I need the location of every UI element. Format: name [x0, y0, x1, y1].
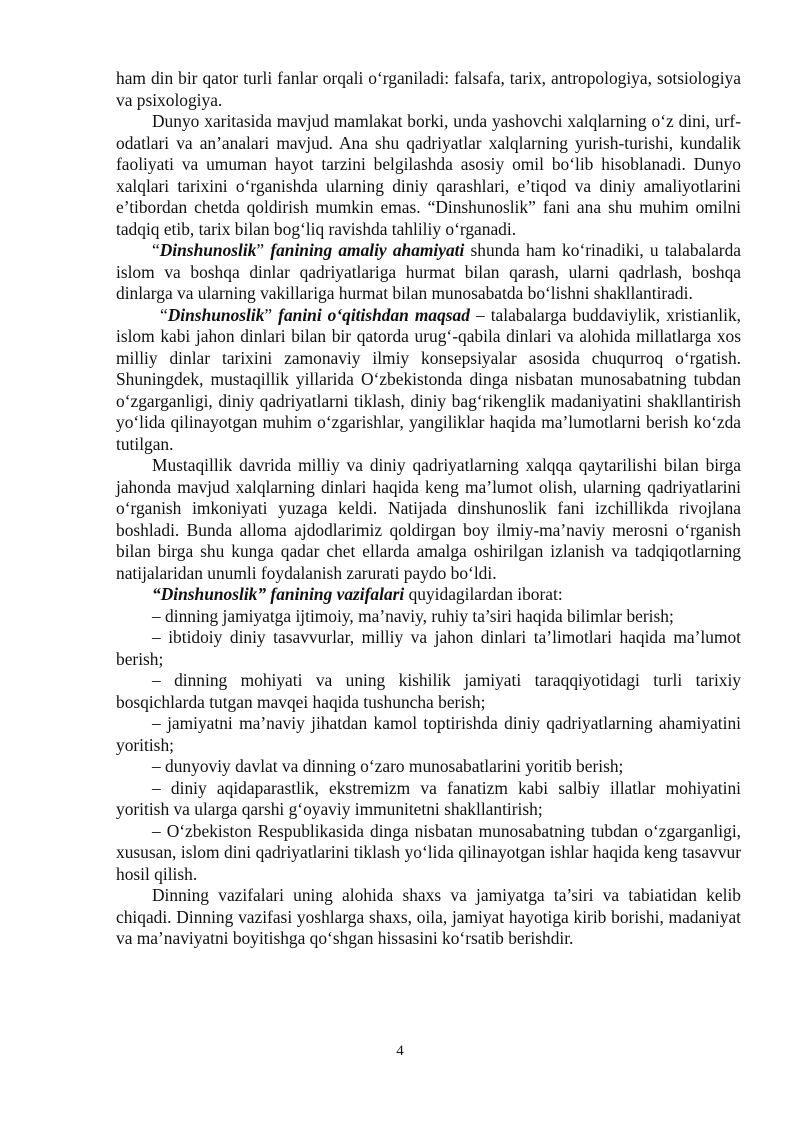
document-page [116, 68, 741, 950]
list-item: – O‘zbekiston Respublikasida dinga nisbatan munosabatning tubdan o‘zgarganligi, xususan, islom dini qadriyatlarini tiklash yo‘lida qilinayotgan ishlar haqida keng tasavvur hosil qilish. [116, 820, 741, 884]
paragraph-tasks-heading [116, 584, 741, 606]
bold-term: Dinshunoslik [159, 240, 257, 260]
close-quote: ” [256, 240, 271, 260]
paragraph-teaching-goal [116, 305, 741, 456]
paragraph-text: – talabalarga buddaviylik, xristianlik, islom kabi jahon dinlari bilan bir qatorda urug‘-qabila dinlari va alohida millatlarga xos milliy dinlar tarixini zamonaviy ilmiy konsepsiyalar asosida chuqurroq o‘rgatish. Shuningdek, mustaqillik yillarida O‘zbekistonda dinga nisbatan munosabatning tubdan o‘zgarganligi, diniy qadriyatlarni tiklash, diniy bag‘rikenglik madaniyatini shakllantirish yo‘lida qilinayotgan muhim o‘zgarishlar, yangiliklar haqida ma’lumotlarni berish ko‘zda tutilgan. [116, 304, 741, 454]
open-quote: “ [160, 304, 168, 325]
paragraph-independence-period: Mustaqillik davrida milliy va diniy qadriyatlarning xalqqa qaytarilishi bilan birga jahonda mavjud xalqlarning dinlari haqida keng ma’lumot olish, ularning qadriyatlarini o‘rganish imkoniyati yuzaga keldi. Natijada dinshunoslik fani izchillikda rivojlana boshladi. Bunda alloma ajdodlarimiz qoldirgan boy ilmiy-ma’naviy merosni o‘rganish bilan birga shu kunga qadar chet ellarda amalga oshirilgan izlanish va tadqiqotlarning natijalaridan unumli foydalanish zarurati paydo bo‘ldi. [116, 455, 741, 583]
paragraph-religion-functions: Dinning vazifalari uning alohida shaxs va jamiyatga ta’siri va tabiatidan kelib chiqadi. Dinning vazifasi yoshlarga shaxs, oila, jamiyat hayotiga kirib borishi, madaniyat va ma’naviyatni boyitishga qo‘shgan hissasini ko‘rsatib berishdir. [116, 885, 741, 948]
bold-heading: fanining amaliy ahamiyati [270, 240, 465, 260]
bold-heading: “Dinshunoslik” fanining vazifalari [152, 584, 405, 604]
list-item: – dinning jamiyatga ijtimoiy, ma’naviy, ruhiy ta’siri haqida bilimlar berish; [152, 605, 674, 626]
paragraph-intro-continuation: ham din bir qator turli fanlar orqali o‘rganiladi: falsafa, tarix, antropologiya, sotsiologiya va psixologiya. [116, 68, 741, 110]
list-item: – dunyoviy davlat va dinning o‘zaro munosabatlarini yoritib berish; [152, 756, 624, 776]
paragraph-text: quyidagilardan iborat: [404, 584, 563, 604]
bold-heading: fanini o‘qitishdan maqsad [278, 304, 470, 325]
page-number: 4 [396, 1043, 404, 1059]
list-item: – dinning mohiyati va uning kishilik jamiyati taraqqiyotidagi turli tarixiy bosqichlarda tutgan mavqei haqida tushuncha berish; [116, 670, 741, 712]
close-quote: ” [264, 304, 279, 325]
paragraph-world-religions: Dunyo xaritasida mavjud mamlakat borki, unda yashovchi xalqlarning o‘z dini, urf-odatlari va an’analari mavjud. Ana shu qadriyatlar xalqlarning yurish-turishi, kundalik faoliyati va umuman hayot tarzini belgilashda asosiy omil bo‘lib hisoblanadi. Dunyo xalqlari tarixini o‘rganishda ularning diniy qarashlari, e’tiqod va diniy amaliyotlarini e’tibordan chetda qoldirish mumkin emas. “Dinshunoslik” fani ana shu muhim omilni tadqiq etib, tarix bilan bog‘liq ravishda tahliliy o‘rganadi. [116, 111, 741, 239]
paragraph-text: shunda ham ko‘rinadiki, u talabalarda islom va boshqa dinlar qadriyatlariga hurmat bilan qarash, ularni qadrlash, boshqa dinlarga va ularning vakillariga hurmat bilan munosabatda bo‘lishni shakllantiradi. [116, 240, 741, 303]
bold-term: Dinshunoslik [167, 304, 265, 325]
list-item: – diniy aqidaparastlik, ekstremizm va fanatizm kabi salbiy illatlar mohiyatini yoritish va ularga qarshi g‘oyaviy immunitetni shakllantirish; [116, 777, 741, 819]
list-item: – ibtidoiy diniy tasavvurlar, milliy va jahon dinlari ta’limotlari haqida ma’lumot berish; [116, 627, 741, 669]
open-quote: “ [152, 240, 160, 260]
list-item: – jamiyatni ma’naviy jihatdan kamol toptirishda diniy qadriyatlarning ahamiyatini yoritish; [116, 713, 741, 755]
paragraph-practical-significance [116, 240, 741, 305]
